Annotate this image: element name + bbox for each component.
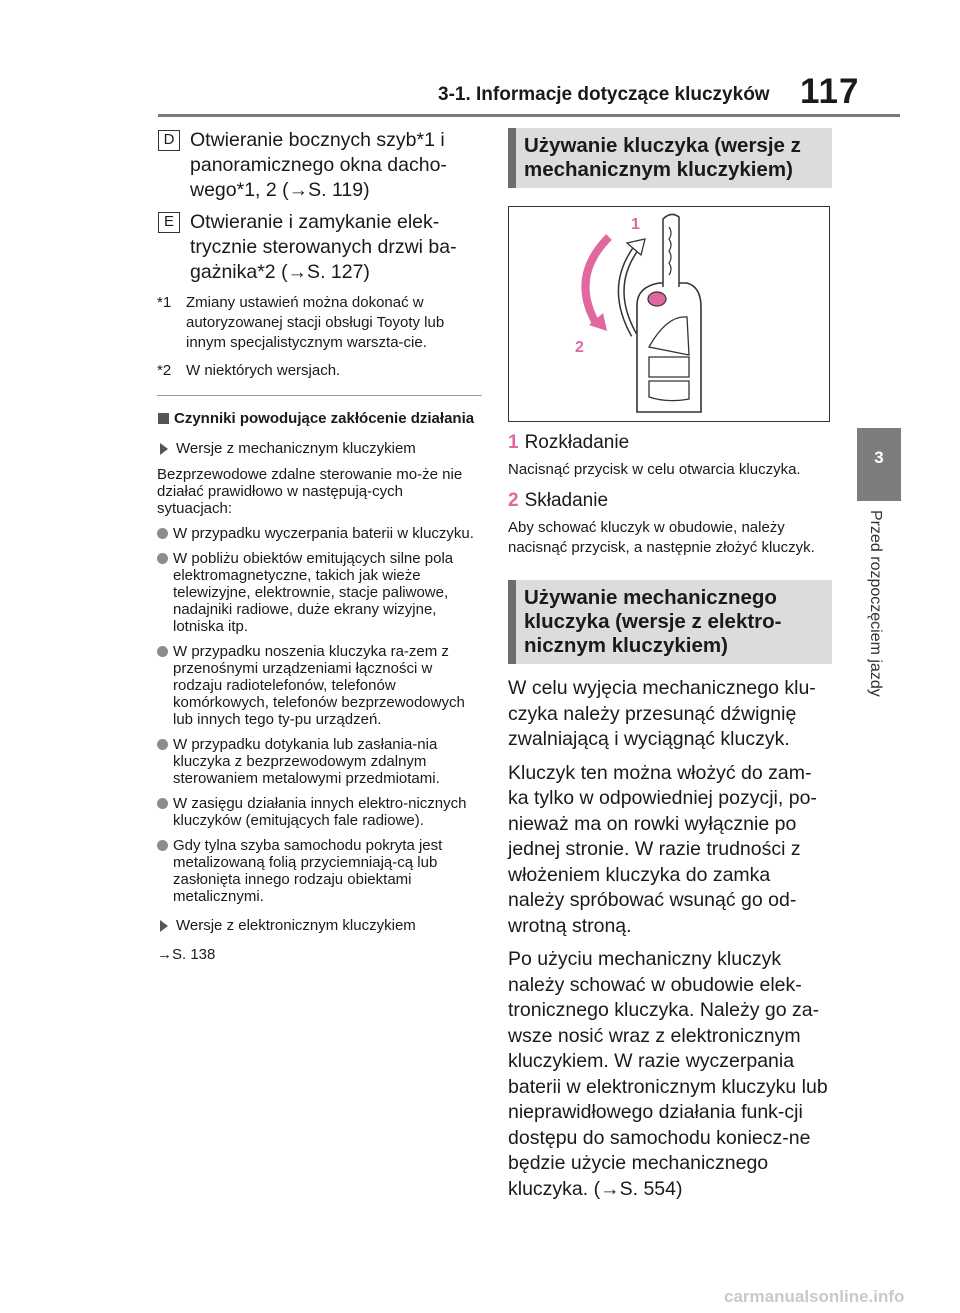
bullet-text: Gdy tylna szyba samochodu pokryta jest metalizowaną folią przyciemniają-cą lub zasłonięta innego rodzaju obiektami metalicznymi.: [173, 837, 443, 905]
key-illustration: [508, 206, 830, 422]
circle-bullet-icon: [157, 739, 168, 750]
function-item-e-text: Otwieranie i zamykanie elek-trycznie sterowanych drzwi ba-gażnika*2 (→S. 127): [190, 211, 457, 283]
triangle-marker-icon: [160, 443, 168, 455]
figure-label-2: 2: [575, 339, 584, 356]
page-reference: →S. 138: [157, 946, 216, 963]
step-number: 1: [508, 432, 519, 453]
footnote-mark: *2: [157, 362, 172, 379]
bullet-item: [157, 550, 482, 635]
footnote-mark: *1: [157, 294, 172, 311]
footnote-text: Zmiany ustawień można dokonać w autoryzowanej stacji obsługi Toyoty lub innym specjalistycznym warszta-cie.: [186, 294, 445, 351]
variant-electronic-text: Wersje z elektronicznym kluczykiem: [176, 917, 416, 934]
letter-box-e: E: [158, 212, 180, 233]
circle-bullet-icon: [157, 528, 168, 539]
watermark: carmanualsonline.info: [724, 1287, 905, 1306]
section-divider: [157, 395, 482, 396]
section-heading-electronic-key: [508, 580, 832, 664]
function-item-d: [157, 128, 482, 203]
circle-bullet-icon: [157, 840, 168, 851]
footnote-1: [157, 293, 482, 353]
bullet-item: [157, 525, 482, 542]
section-heading-mechanical-key: [508, 128, 832, 188]
heading-bar: [508, 128, 516, 188]
step-description: Aby schować kluczyk w obudowie, należy nacisnąć przycisk, a następnie złożyć kluczyk.: [508, 519, 815, 556]
chapter-label: Przed rozpoczęciem jazdy: [867, 510, 884, 697]
variant-electronic: [157, 916, 482, 935]
footnote-text: W niektórych wersjach.: [186, 362, 341, 379]
triangle-marker-icon: [160, 920, 168, 932]
variant-mechanical: [157, 439, 482, 458]
step-description: Nacisnąć przycisk w celu otwarcia kluczyka.: [508, 461, 801, 478]
function-item-d-text: Otwieranie bocznych szyb*1 i panoramicznego okna dacho-wego*1, 2 (→S. 119): [190, 129, 447, 201]
section-heading-text: Używanie mechanicznego kluczyka (wersje z elektro-nicznym kluczykiem): [524, 586, 782, 657]
subheading-interference: [157, 409, 482, 428]
bullet-text: W przypadku dotykania lub zasłania-nia kluczyka z bezprzewodowym zdalnym sterowaniem metalowymi przedmiotami.: [173, 736, 440, 787]
left-column: [157, 128, 482, 964]
step-fold: [508, 490, 832, 558]
circle-bullet-icon: [157, 553, 168, 564]
bullet-item: [157, 643, 482, 728]
circle-bullet-icon: [157, 646, 168, 657]
folding-key-icon: [509, 207, 828, 420]
body-paragraph: Po użyciu mechaniczny kluczyk należy schować w obudowie elek-tronicznego kluczyka. Należy go za-wsze nosić wraz z elektronicznym kluczykiem. W razie wyczerpania baterii w elektronicznym kluczyku lub nieprawidłowego działania funk-cji dostępu do samochodu koniecz-ne będzie użycie mechanicznego kluczyka. (→S. 554): [508, 948, 828, 1200]
subheading-text: Czynniki powodujące zakłócenie działania: [174, 410, 475, 427]
bullet-text: W przypadku wyczerpania baterii w kluczyku.: [173, 525, 474, 542]
bullet-text: W zasięgu działania innych elektro-nicznych kluczyków (emitujących fale radiowe).: [173, 795, 467, 829]
step-heading: [508, 490, 832, 512]
figure-label-1: 1: [631, 216, 640, 233]
bullet-text: W przypadku noszenia kluczyka ra-zem z przenośnymi urządzeniami łączności w rodzaju radiotelefonów, telefonów komórkowych, telefonów bezprzewodowych lub innych tego ty-pu urządzeń.: [173, 643, 465, 728]
bullet-item: [157, 795, 482, 829]
page-number: 117: [800, 72, 860, 111]
right-column: [508, 128, 832, 1202]
step-title: Rozkładanie: [524, 432, 630, 453]
body-paragraph: W celu wyjęcia mechanicznego klu-czyka należy przesunąć dźwignię zwalniającą i wyciągnąć kluczyk.: [508, 677, 816, 750]
step-unfold: [508, 432, 832, 480]
footnote-2: [157, 361, 482, 381]
header-rule: [158, 114, 900, 117]
step-title: Składanie: [524, 490, 609, 511]
section-heading-text: Używanie kluczyka (wersje z mechanicznym kluczykiem): [524, 134, 801, 181]
bullet-text: W pobliżu obiektów emitujących silne pola elektromagnetyczne, takich jak wieże telewizyjne, elektrownie, stacje paliwowe, nadajniki radiowe, duże ekrany wizyjne, lotniska itp.: [173, 550, 454, 635]
chapter-tab: 3: [857, 428, 901, 501]
intro-paragraph: Bezprzewodowe zdalne sterowanie mo-że nie działać prawidłowo w następują-cych sytuacjach:: [157, 466, 463, 517]
square-bullet-icon: [158, 413, 169, 424]
step-heading: [508, 432, 832, 454]
body-paragraph: Kluczyk ten można włożyć do zam-ka tylko w odpowiedniej pozycji, po-nieważ ma on rowki wyłącznie po jednej stronie. W razie trudności z włożeniem kluczyka do zamka należy spróbować wsunąć go od-wrotną stroną.: [508, 761, 817, 937]
bullet-item: [157, 736, 482, 787]
step-number: 2: [508, 490, 519, 511]
bullet-item: [157, 837, 482, 905]
header-section-title: 3-1. Informacje dotyczące kluczyków: [438, 84, 770, 105]
function-item-e: [157, 210, 482, 285]
variant-mechanical-text: Wersje z mechanicznym kluczykiem: [176, 440, 416, 457]
letter-box-d: D: [158, 130, 180, 151]
heading-bar: [508, 580, 516, 664]
circle-bullet-icon: [157, 798, 168, 809]
